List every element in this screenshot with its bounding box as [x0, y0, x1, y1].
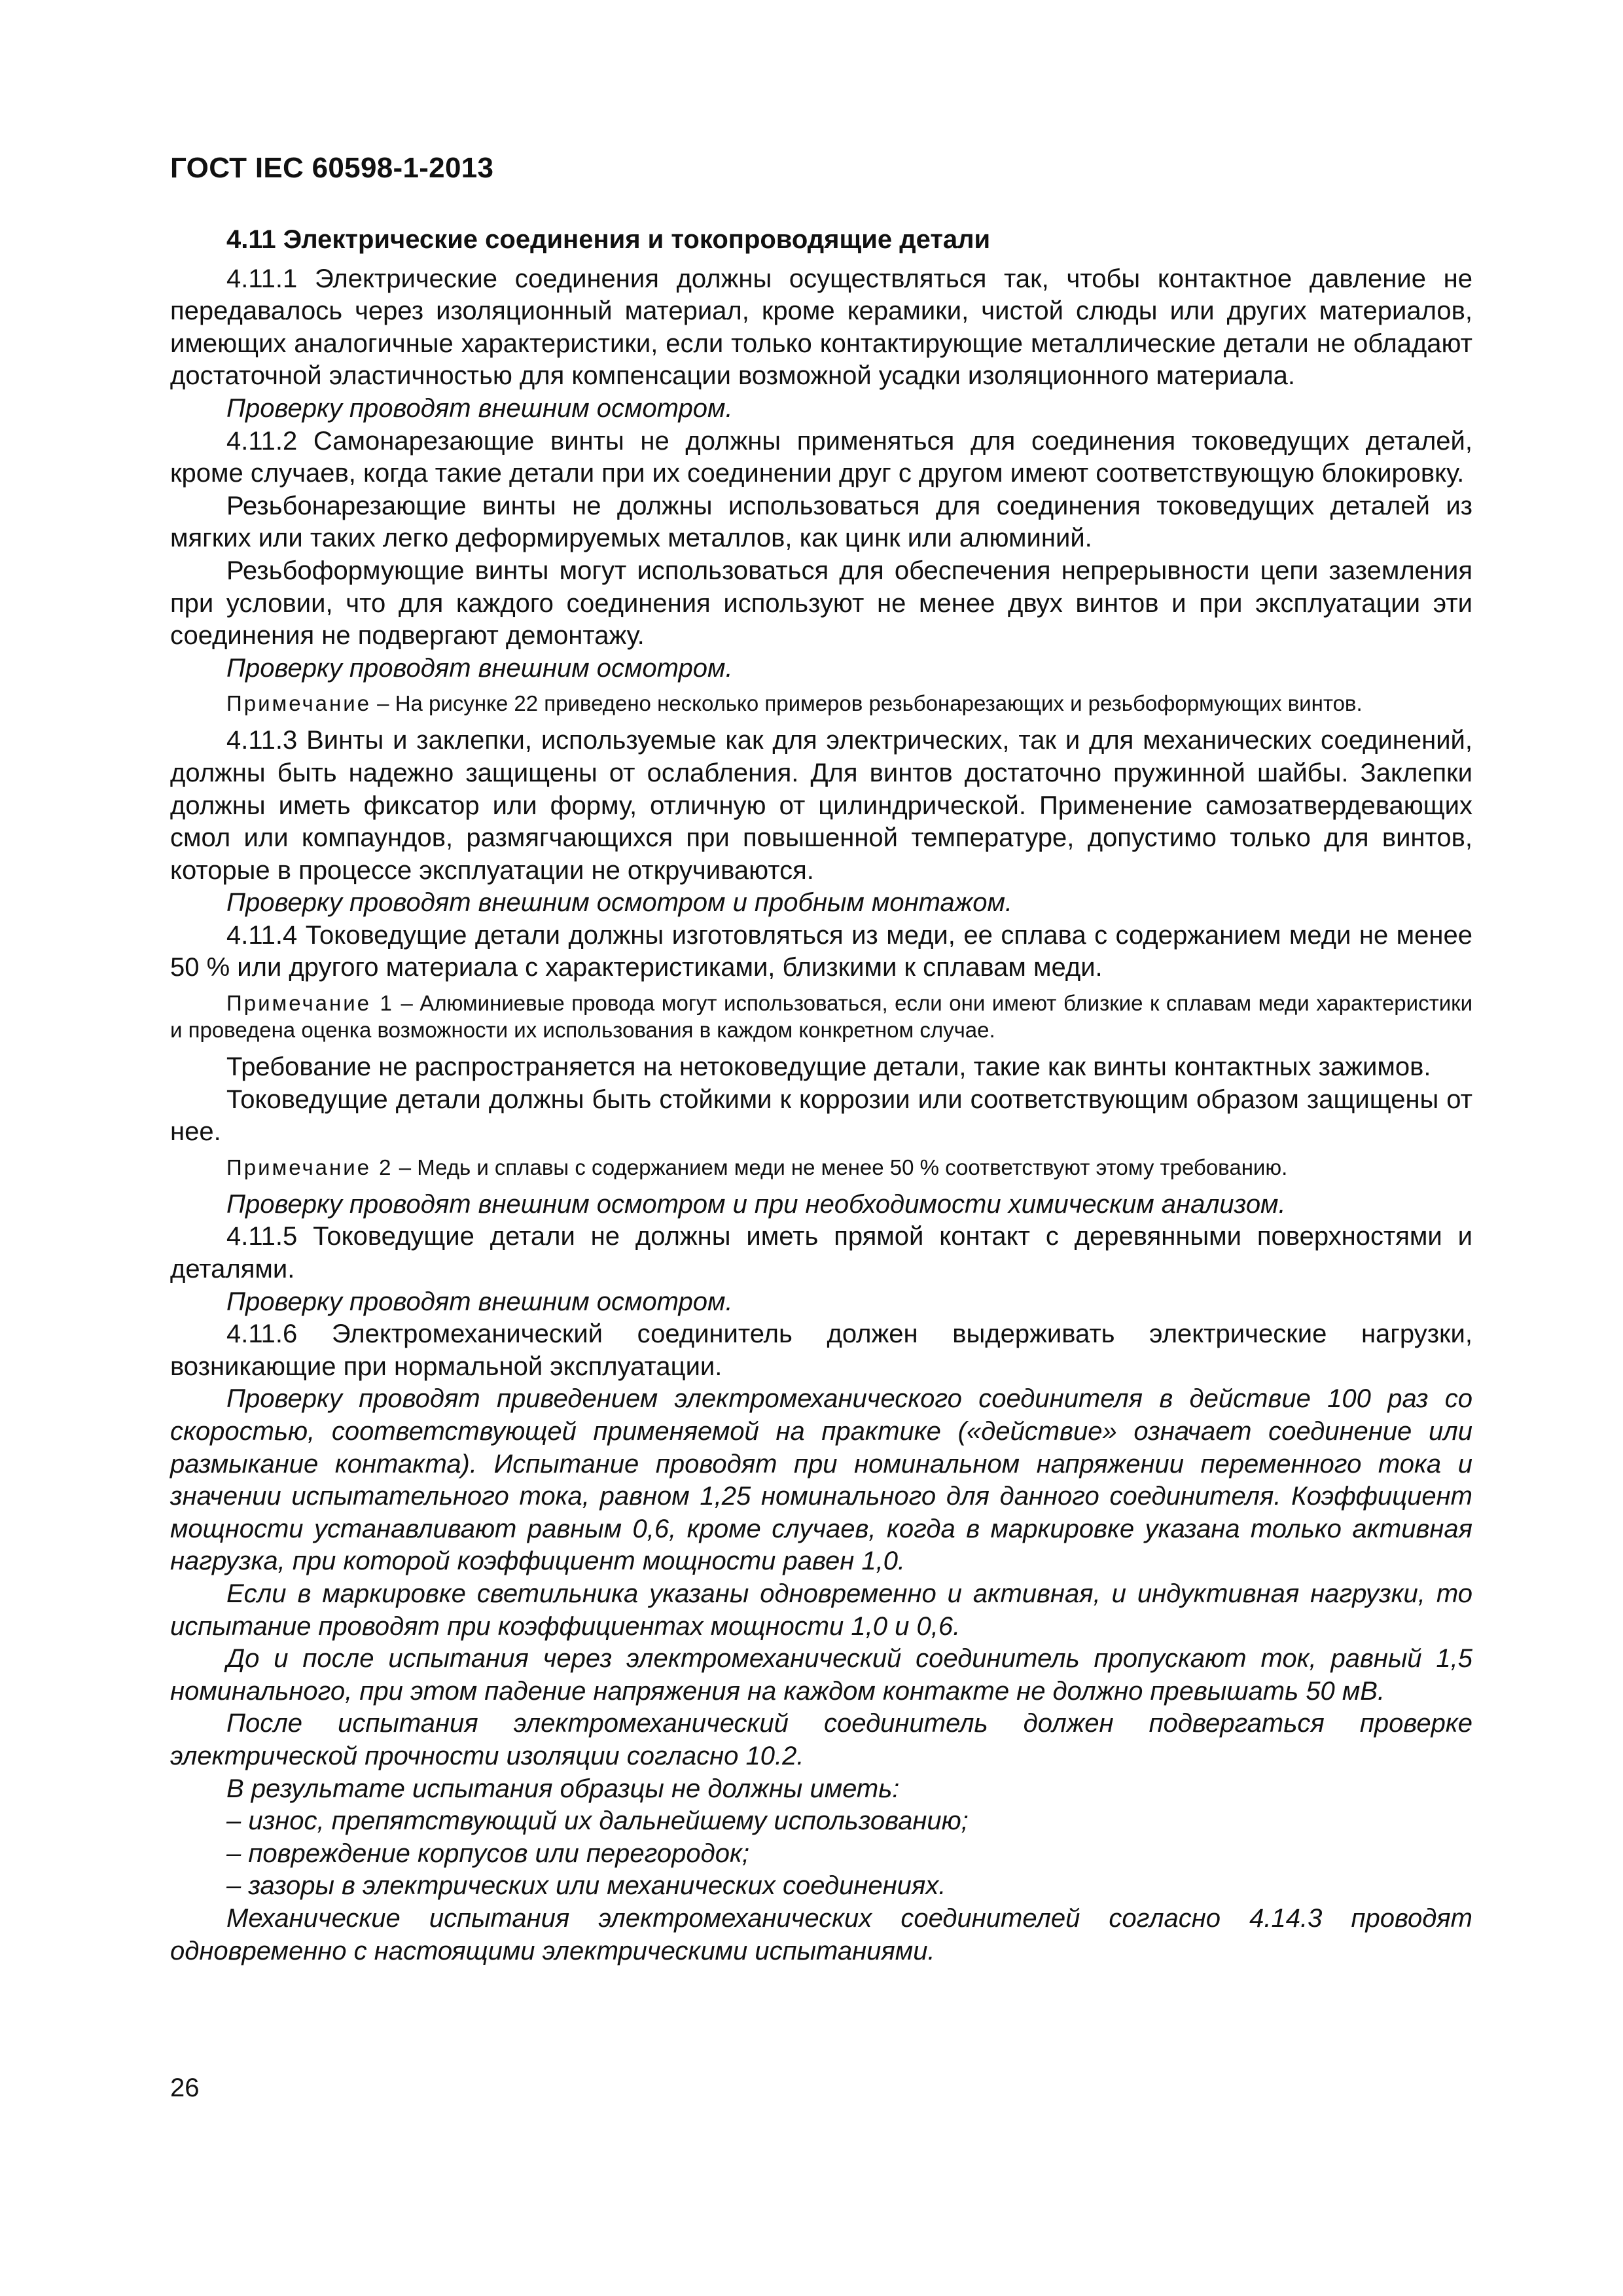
paragraph: Резьбоформующие винты могут использоваться для обеспечения непрерывности цепи заземления при условии, что для каждого соединения используют не менее двух винтов и при эксплуатации эти соединения не подвергают демонтажу. [170, 556, 1472, 651]
paragraph-4-11-4: 4.11.4 Токоведущие детали должны изготовляться из меди, ее сплава с содержанием меди не менее 50 % или другого материала с характеристиками, близкими к сплавам меди. [170, 920, 1472, 982]
list-item: – повреждение корпусов или перегородок; [226, 1839, 749, 1868]
paragraph: Требование не распространяется на нетоковедущие детали, такие как винты контактных зажимов. [226, 1052, 1431, 1082]
test-procedure: До и после испытания через электромеханический соединитель пропускают ток, равный 1,5 номинального, при этом падение напряжения на каждом контакте не должно превышать 50 мВ. [170, 1644, 1472, 1706]
note-label: Примечание 2 [226, 1155, 393, 1179]
document-code: ГОСТ IEC 60598-1-2013 [170, 152, 494, 184]
paragraph-4-11-1: 4.11.1 Электрические соединения должны осуществляться так, чтобы контактное давление не передавалось через изоляционный материал, кроме керамики, чистой слюды или других материалов, имеющих аналогичные характеристики, если только контактирующие металлические детали не обладают достаточной эластичностью для компенсации возможной усадки изоляционного материала. [170, 264, 1472, 391]
test-procedure: В результате испытания образцы не должны иметь: [226, 1774, 900, 1803]
note-text: – На рисунке 22 приведено несколько примеров резьбонарезающих и резьбоформующих винтов. [371, 691, 1363, 716]
check-statement: Проверку проводят внешним осмотром и пробным монтажом. [226, 888, 1013, 918]
paragraph: Токоведущие детали должны быть стойкими к коррозии или соответствующим образом защищены от нее. [170, 1085, 1472, 1147]
check-statement: Проверку проводят внешним осмотром. [226, 653, 733, 683]
test-procedure: Проверку проводят приведением электромеханического соединителя в действие 100 раз со скоростью, соответствующей применяемой на практике («действие» означает соединение или размыкание контакта). Испытание проводят при номинальном напряжении переменного тока и значении испытательного тока, равном 1,25 номинального для данного соединителя. Коэффициент мощности устанавливают равным 0,6, кроме случаев, когда в маркировке указана только активная нагрузка, при которой коэффициент мощности равен 1,0. [170, 1384, 1472, 1576]
note-1 [170, 990, 1472, 1043]
check-statement: Проверку проводят внешним осмотром и при необходимости химическим анализом. [226, 1189, 1286, 1219]
section-heading: 4.11 Электрические соединения и токопроводящие детали [226, 225, 991, 254]
list-item: – износ, препятствующий их дальнейшему использованию; [226, 1806, 969, 1836]
note-2 [170, 1154, 1472, 1181]
paragraph: Резьбонарезающие винты не должны использоваться для соединения токоведущих деталей из мягких или таких легко деформируемых металлов, как цинк или алюминий. [170, 491, 1472, 553]
note-label: Примечание 1 [226, 991, 394, 1016]
paragraph-4-11-3: 4.11.3 Винты и заклепки, используемые как для электрических, так и для механических соединений, должны быть надежно защищены от ослабления. Для винтов достаточно пружинной шайбы. Заклепки должны иметь фиксатор или форму, отличную от цилиндрической. Применение самозатвердевающих смол или компаундов, размягчающихся при повышенной температуре, допустимо только для винтов, которые в процессе эксплуатации не откручиваются. [170, 726, 1472, 885]
test-procedure: После испытания электромеханический соединитель должен подвергаться проверке электрической прочности изоляции согласно 10.2. [170, 1709, 1472, 1770]
page-number: 26 [170, 2073, 200, 2102]
paragraph-4-11-5: 4.11.5 Токоведущие детали не должны иметь прямой контакт с деревянными поверхностями и деталями. [170, 1222, 1472, 1284]
list-item: – зазоры в электрических или механических соединениях. [226, 1871, 946, 1901]
check-statement: Проверку проводят внешним осмотром. [226, 393, 733, 423]
test-procedure: Механические испытания электромеханических соединителей согласно 4.14.3 проводят одновременно с настоящими электрическими испытаниями. [170, 1903, 1472, 1965]
document-body [170, 224, 1472, 1967]
note-text: – Алюминиевые провода могут использоваться, если они имеют близкие к сплавам меди характеристики и проведена оценка возможности их использования в каждом конкретном случае. [170, 991, 1472, 1043]
note-label: Примечание [226, 691, 372, 716]
note [170, 690, 1472, 717]
check-statement: Проверку проводят внешним осмотром. [226, 1287, 733, 1316]
paragraph-4-11-2: 4.11.2 Самонарезающие винты не должны применяться для соединения токоведущих деталей, кроме случаев, когда такие детали при их соединении друг с другом имеют соответствующую блокировку. [170, 426, 1472, 488]
paragraph-4-11-6: 4.11.6 Электромеханический соединитель должен выдерживать электрические нагрузки, возникающие при нормальной эксплуатации. [170, 1319, 1472, 1381]
note-text: – Медь и сплавы с содержанием меди не менее 50 % соответствуют этому требованию. [393, 1155, 1288, 1179]
test-procedure: Если в маркировке светильника указаны одновременно и активная, и индуктивная нагрузки, то испытание проводят при коэффициентах мощности 1,0 и 0,6. [170, 1579, 1472, 1641]
